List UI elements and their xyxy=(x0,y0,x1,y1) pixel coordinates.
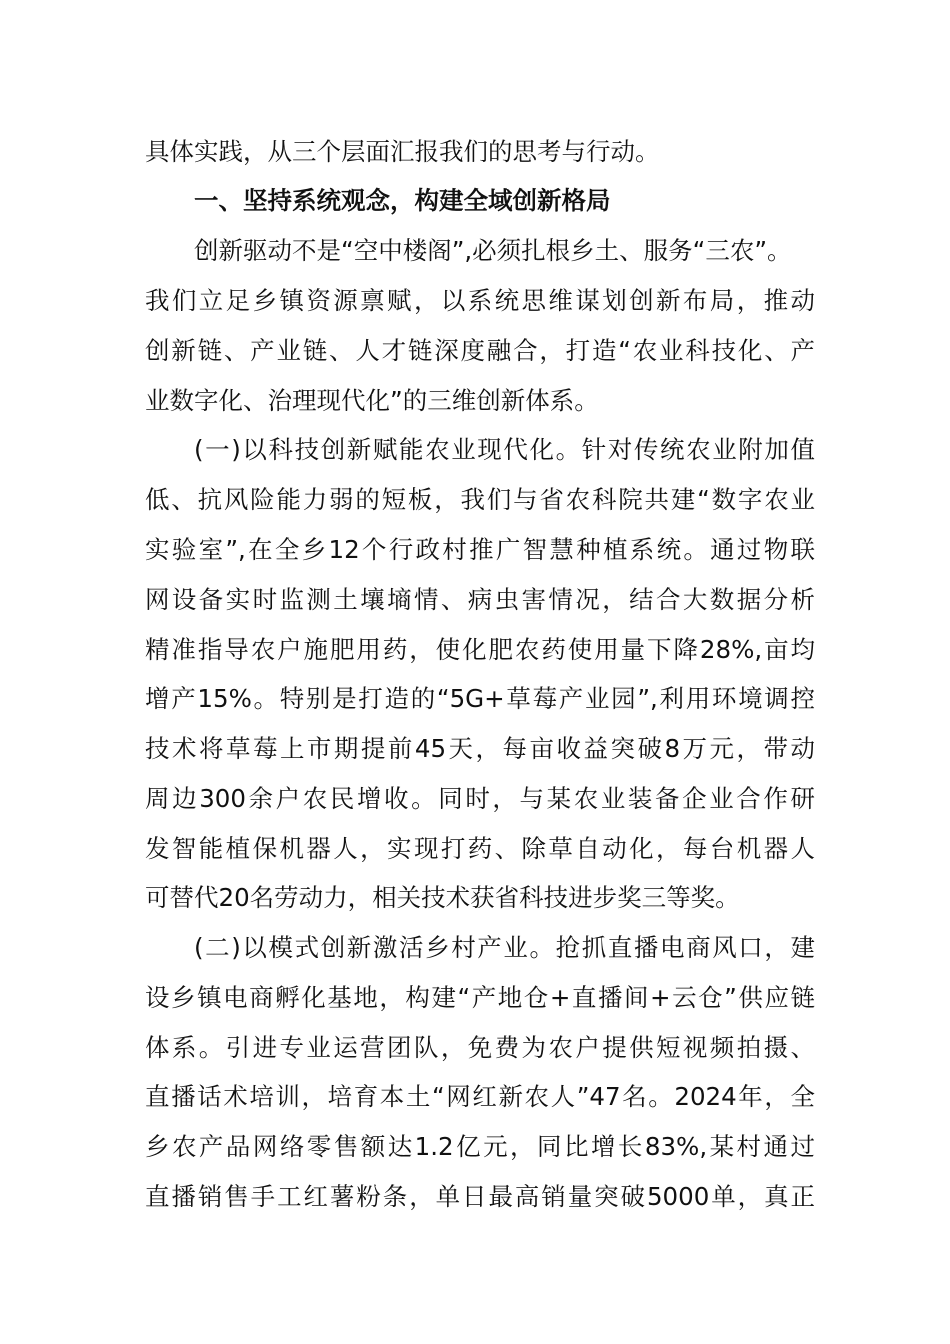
text-line-6: 业数字化、治理现代化”的三维创新体系。 xyxy=(145,386,599,415)
text-line-1: 具体实践，从三个层面汇报我们的思考与行动。 xyxy=(145,137,660,166)
text-line-16: 可替代20名劳动力，相关技术获省科技进步奖三等奖。 xyxy=(145,883,740,912)
text-line-10: 网设备实时监测土壤墒情、病虫害情况，结合大数据分析 xyxy=(145,585,815,614)
text-line-21: 乡农产品网络零售额达1.2亿元，同比增长83%,某村通过 xyxy=(145,1132,815,1161)
text-line-12: 增产15%。特别是打造的“5G+草莓产业园”,利用环境调控 xyxy=(145,684,815,713)
text-line-13: 技术将草莓上市期提前45天，每亩收益突破8万元，带动 xyxy=(145,734,815,763)
text-line-19: 体系。引进专业运营团队，免费为农户提供短视频拍摄、 xyxy=(145,1033,815,1062)
text-line-7: (一)以科技创新赋能农业现代化。针对传统农业附加值 xyxy=(194,435,815,464)
section-heading: 一、坚持系统观念，构建全域创新格局 xyxy=(194,186,611,215)
text-line-9: 实验室”,在全乡12个行政村推广智慧种植系统。通过物联 xyxy=(145,535,815,564)
text-line-17: (二)以模式创新激活乡村产业。抢抓直播电商风口，建 xyxy=(194,933,815,962)
text-line-18: 设乡镇电商孵化基地，构建“产地仓+直播间+云仓”供应链 xyxy=(145,983,815,1012)
text-line-15: 发智能植保机器人，实现打药、除草自动化，每台机器人 xyxy=(145,834,815,863)
text-line-5: 创新链、产业链、人才链深度融合，打造“农业科技化、产 xyxy=(145,336,815,365)
text-line-4: 我们立足乡镇资源禀赋，以系统思维谋划创新布局，推动 xyxy=(145,286,815,315)
text-line-8: 低、抗风险能力弱的短板，我们与省农科院共建“数字农业 xyxy=(145,485,815,514)
text-line-14: 周边300余户农民增收。同时，与某农业装备企业合作研 xyxy=(145,784,815,813)
text-line-20: 直播话术培训，培育本土“网红新农人”47名。2024年，全 xyxy=(145,1082,815,1111)
text-line-3: 创新驱动不是“空中楼阁”,必须扎根乡土、服务“三农”。 xyxy=(194,236,792,265)
text-line-11: 精准指导农户施肥用药，使化肥农药使用量下降28%,亩均 xyxy=(145,635,815,664)
text-line-22: 直播销售手工红薯粉条，单日最高销量突破5000单，真正 xyxy=(145,1182,815,1211)
